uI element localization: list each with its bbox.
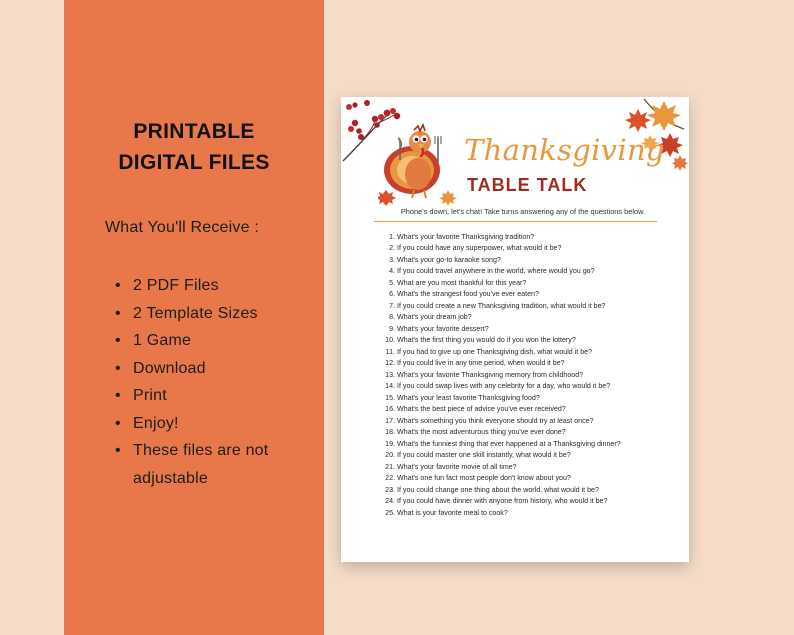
promo-heading-line-1: PRINTABLE [133, 120, 255, 143]
question-item [382, 324, 621, 335]
question-number: 19. [385, 439, 395, 448]
question-item [382, 404, 621, 415]
question-text: What's the strangest food you've ever eaten? [397, 290, 539, 299]
question-text: If you could have any superpower, what would it be? [397, 244, 562, 253]
question-text: If you could have dinner with anyone from history, who would it be? [397, 497, 608, 506]
question-text: If you could travel anywhere in the world, where would you go? [397, 267, 595, 276]
question-item [382, 266, 621, 277]
question-text: What's the best piece of advice you've ever received? [397, 405, 566, 414]
question-number: 2. [389, 244, 395, 253]
question-item [382, 496, 621, 507]
promo-heading-line-2: DIGITAL FILES [118, 151, 270, 174]
question-text: If you could swap lives with any celebrity for a day, who would it be? [397, 382, 611, 391]
feature-item: • Print [113, 382, 313, 410]
feature-item: • 2 Template Sizes [113, 300, 313, 328]
question-text: What's the most adventurous thing you've ever done? [397, 428, 566, 437]
question-number: 16. [385, 405, 395, 414]
question-number: 6. [389, 290, 395, 299]
question-number: 8. [389, 313, 395, 322]
question-item [382, 439, 621, 450]
feature-item: • Enjoy! [113, 410, 313, 438]
question-item [382, 393, 621, 404]
question-text: What's your favorite movie of all time? [397, 462, 517, 471]
question-number: 22. [385, 474, 395, 483]
question-text: What's your go-to karaoke song? [397, 255, 501, 264]
question-number: 9. [389, 324, 395, 333]
question-item [382, 278, 621, 289]
question-item [382, 301, 621, 312]
question-item [382, 243, 621, 254]
question-text: What's something you think everyone should try at least once? [397, 416, 594, 425]
question-text: What's your dream job? [397, 313, 472, 322]
question-number: 11. [385, 347, 395, 356]
question-item [382, 473, 621, 484]
question-item [382, 450, 621, 461]
question-text: What's your favorite Thanksgiving tradition? [397, 233, 535, 241]
question-item [382, 485, 621, 496]
promo-heading [64, 116, 324, 178]
question-text: What is your favorite meal to cook? [397, 508, 508, 517]
question-item [382, 358, 621, 369]
question-number: 25. [385, 508, 395, 517]
question-item [382, 508, 621, 519]
question-item [382, 347, 621, 358]
feature-item: • 1 Game [113, 327, 313, 355]
question-number: 18. [385, 428, 395, 437]
question-item [382, 312, 621, 323]
question-item [382, 462, 621, 473]
question-item [382, 416, 621, 427]
question-item [382, 232, 621, 243]
question-text: What's the funniest thing that ever happened at a Thanksgiving dinner? [397, 439, 621, 448]
question-text: What's your least favorite Thanksgiving food? [397, 393, 540, 402]
question-number: 21. [385, 462, 395, 471]
question-text: If you could change one thing about the world, what would it be? [397, 485, 599, 494]
receive-label: What You'll Receive : [105, 219, 260, 236]
title-divider [374, 221, 657, 222]
turkey-illustration-icon [378, 112, 460, 210]
question-number: 24. [385, 497, 395, 506]
question-item [382, 427, 621, 438]
question-number: 23. [385, 485, 395, 494]
question-number: 15. [385, 393, 395, 402]
question-number: 20. [385, 451, 395, 460]
question-list [382, 232, 621, 519]
feature-item: • Download [113, 355, 313, 383]
question-item [382, 255, 621, 266]
feature-item: • 2 PDF Files [113, 272, 313, 300]
sheet-subtitle: TABLE TALK [467, 175, 588, 195]
question-text: If you had to give up one Thanksgiving dish, what would it be? [397, 347, 593, 356]
question-number: 14. [385, 382, 395, 391]
question-text: If you could create a new Thanksgiving tradition, what would it be? [397, 301, 606, 310]
question-item [382, 289, 621, 300]
question-text: What's one fun fact most people don't know about you? [397, 474, 571, 483]
question-text: What's your favorite Thanksgiving memory from childhood? [397, 370, 584, 379]
question-text: What are you most thankful for this year? [397, 278, 527, 287]
question-number: 4. [389, 267, 395, 276]
feature-list [113, 272, 313, 492]
question-text: If you could master one skill instantly, what would it be? [397, 451, 571, 460]
feature-item: • These files are not adjustable [113, 437, 313, 492]
question-item [382, 381, 621, 392]
question-number: 13. [385, 370, 395, 379]
question-item [382, 370, 621, 381]
question-number: 12. [385, 359, 395, 368]
sheet-intro: Phone's down, let's chat! Take turns answering any of the questions below. [400, 207, 646, 216]
sheet-title: Thanksgiving [464, 133, 665, 167]
question-text: If you could live in any time period, when would it be? [397, 359, 565, 368]
question-number: 17. [385, 416, 395, 425]
question-number: 1. [389, 233, 395, 241]
question-text: What's your favorite dessert? [397, 324, 489, 333]
question-number: 3. [389, 255, 395, 264]
question-number: 5. [389, 278, 395, 287]
question-number: 7. [389, 301, 395, 310]
question-text: What's the first thing you would do if you won the lottery? [397, 336, 576, 345]
question-item [382, 335, 621, 346]
question-number: 10. [385, 336, 395, 345]
